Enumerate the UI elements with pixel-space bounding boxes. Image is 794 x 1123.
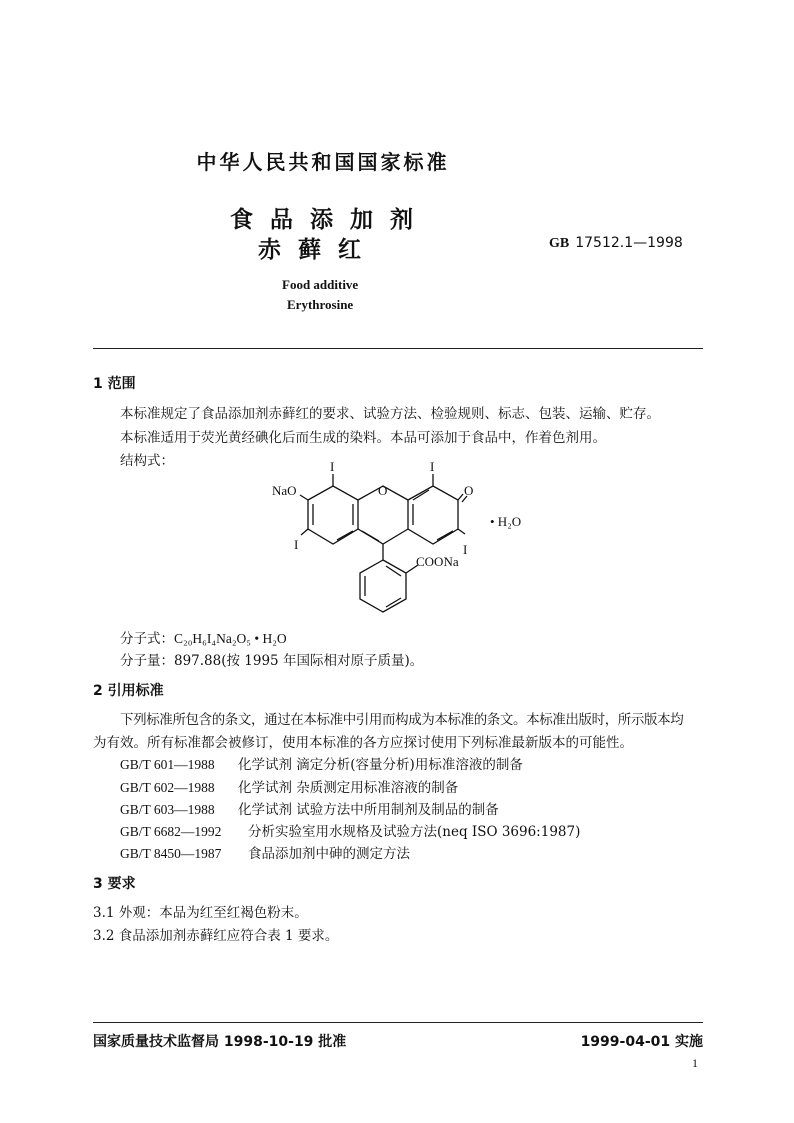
reference-item [120, 798, 499, 818]
label-coona: COONa [416, 554, 459, 569]
reference-item [120, 820, 580, 840]
section3-heading: 3 要求 [93, 876, 136, 892]
molecular-mass: 分子量：897.88(按 1995 年国际相对原子质量)。 [120, 653, 424, 669]
section1-structure-label: 结构式： [120, 453, 174, 469]
title-cn-line1: 食品添加剂 [230, 207, 430, 233]
reference-title: 化学试剂 滴定分析(容量分析)用标准溶液的制备 [238, 757, 523, 773]
formula-label: 分子式： [120, 631, 174, 647]
molecular-formula [120, 627, 287, 647]
gb-prefix: GB [549, 236, 570, 251]
label-i-bottom-right: I [463, 542, 468, 557]
reference-id: GB/T 603—1988 [120, 802, 215, 817]
reference-title: 分析实验室用水规格及试验方法(neq ISO 3696:1987) [248, 824, 581, 840]
section1-paragraph2: 本标准适用于荧光黄经碘化后而生成的染料。本品可添加于食品中，作着色剂用。 [120, 430, 606, 446]
reference-item [120, 776, 458, 796]
effective-date: 1999-04-01 实施 [580, 1034, 703, 1050]
label-hydrate: • H₂O [490, 514, 522, 529]
formula-value: C₂₀H₆I₄Na₂O₅ • H₂O [174, 631, 287, 646]
requirement-3-1: 3.1 外观：本品为红至红褐色粉末。 [93, 905, 308, 921]
erythrosine-structure-diagram [260, 458, 550, 628]
reference-item [120, 842, 410, 862]
label-i-top-left: I [330, 459, 335, 474]
header-divider [93, 348, 703, 349]
footer-divider [93, 1022, 703, 1023]
reference-title: 化学试剂 试验方法中所用制剂及制品的制备 [238, 802, 499, 818]
reference-id: GB/T 602—1988 [120, 780, 215, 795]
title-en-line1: Food additive [282, 277, 359, 292]
approval-line: 国家质量技术监督局 1998-10-19 批准 [93, 1034, 347, 1050]
label-keto-oxygen: O [464, 483, 474, 498]
label-ring-oxygen: O [378, 483, 388, 498]
section2-intro-line2: 为有效。所有标准都会被修订，使用本标准的各方应探讨使用下列标准最新版本的可能性。 [93, 735, 633, 751]
title-cn-line2: 赤藓红 [258, 237, 378, 263]
reference-item [120, 753, 523, 773]
reference-title: 食品添加剂中砷的测定方法 [248, 846, 410, 862]
reference-id: GB/T 8450—1987 [120, 846, 222, 861]
label-i-top-right: I [430, 459, 435, 474]
section1-heading: 1 范围 [93, 376, 136, 392]
section2-intro-line1: 下列标准所包含的条文，通过在本标准中引用而构成为本标准的条文。本标准出版时，所示版本均 [120, 712, 684, 728]
reference-title: 化学试剂 杂质测定用标准溶液的制备 [238, 780, 459, 796]
label-i-bottom-left: I [294, 537, 299, 552]
reference-id: GB/T 6682—1992 [120, 824, 222, 839]
requirement-3-2: 3.2 食品添加剂赤藓红应符合表 1 要求。 [93, 928, 339, 944]
gb-number: 17512.1—1998 [575, 235, 683, 251]
label-nao: NaO [272, 483, 297, 498]
title-en-line2: Erythrosine [287, 297, 354, 312]
national-standard-title: 中华人民共和国国家标准 [196, 150, 450, 174]
section2-heading: 2 引用标准 [93, 683, 164, 699]
section1-paragraph1: 本标准规定了食品添加剂赤藓红的要求、试验方法、检验规则、标志、包装、运输、贮存。 [120, 406, 660, 422]
reference-id: GB/T 601—1988 [120, 757, 215, 772]
standard-number [549, 235, 683, 252]
page-number: 1 [692, 1056, 698, 1070]
